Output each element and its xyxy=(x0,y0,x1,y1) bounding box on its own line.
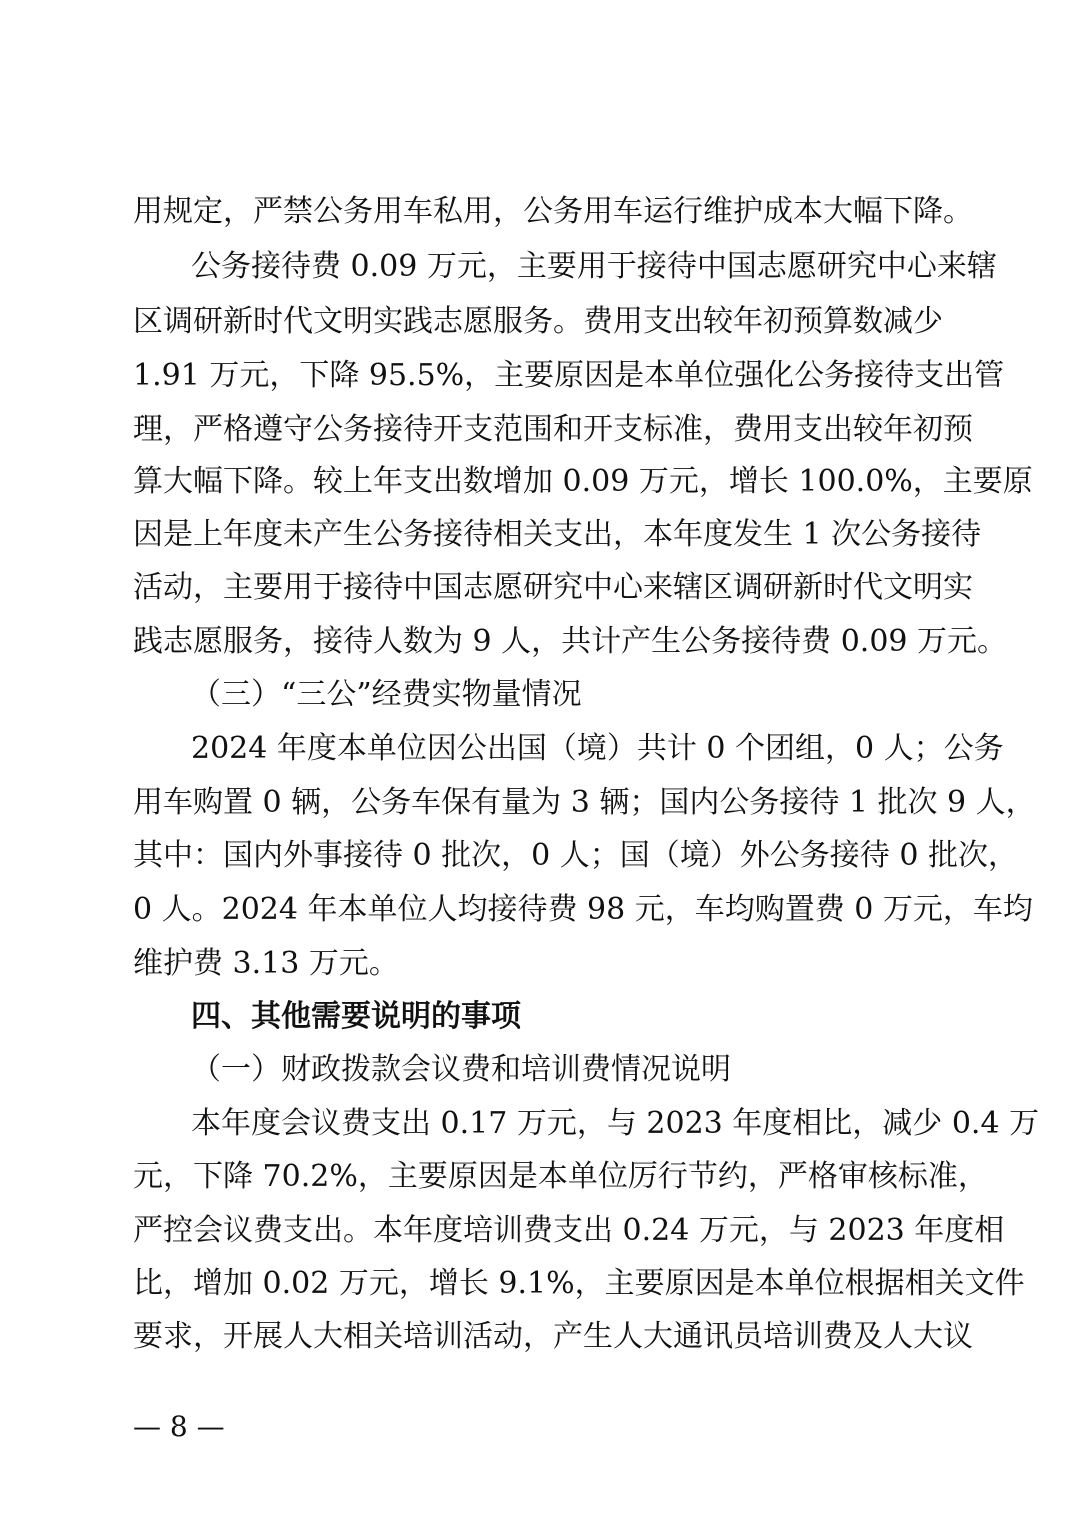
line-text: 元，下降 70.2%，主要原因是本单位厉行节约，严格审核标准， xyxy=(133,1159,988,1194)
text-line xyxy=(0,722,1075,776)
section-heading xyxy=(0,1043,1075,1097)
text-line xyxy=(0,561,1075,615)
line-text: 其中：国内外事接待 0 批次，0 人；国（境）外公务接待 0 批次， xyxy=(133,838,1018,873)
page-number: — 8 — xyxy=(133,1410,225,1443)
line-text: 活动，主要用于接待中国志愿研究中心来辖区调研新时代文明实 xyxy=(133,570,973,605)
line-text: 比，增加 0.02 万元，增长 9.1%，主要原因是本单位根据相关文件 xyxy=(133,1266,1025,1301)
text-line xyxy=(0,883,1075,937)
subsection-title: （三）“三公”经费实物量情况 xyxy=(191,677,582,712)
line-text: 因是上年度未产生公务接待相关支出，本年度发生 1 次公务接待 xyxy=(133,517,982,552)
text-line xyxy=(0,295,1075,349)
line-text: 维护费 3.13 万元。 xyxy=(133,946,399,981)
text-line xyxy=(0,1257,1075,1311)
section-heading xyxy=(0,990,1075,1044)
text-line xyxy=(0,776,1075,830)
line-text: 2024 年度本单位因公出国（境）共计 0 个团组，0 人；公务 xyxy=(191,731,1004,766)
text-line xyxy=(0,349,1075,403)
text-line xyxy=(0,1310,1075,1364)
line-text: 理，严格遵守公务接待开支范围和开支标准，费用支出较年初预 xyxy=(133,412,973,447)
line-text: 1.91 万元，下降 95.5%，主要原因是本单位强化公务接待支出管 xyxy=(133,358,1005,393)
line-text: 0 人。2024 年本单位人均接待费 98 元，车均购置费 0 万元，车均 xyxy=(133,892,1033,927)
line-text: 用车购置 0 辆，公务车保有量为 3 辆；国内公务接待 1 批次 9 人， xyxy=(133,785,1036,820)
subsection-title: （一）财政拨款会议费和培训费情况说明 xyxy=(191,1052,731,1087)
line-text: 践志愿服务，接待人数为 9 人，共计产生公务接待费 0.09 万元。 xyxy=(133,624,1008,659)
line-text: 本年度会议费支出 0.17 万元，与 2023 年度相比，减少 0.4 万 xyxy=(191,1106,1040,1141)
line-text: 区调研新时代文明实践志愿服务。费用支出较年初预算数减少 xyxy=(133,304,943,339)
text-line xyxy=(0,1150,1075,1204)
text-line xyxy=(0,1097,1075,1151)
text-line xyxy=(0,937,1075,991)
text-line xyxy=(0,829,1075,883)
text-line xyxy=(0,185,1075,239)
section-heading xyxy=(0,668,1075,722)
line-text: 严控会议费支出。本年度培训费支出 0.24 万元，与 2023 年度相 xyxy=(133,1213,1005,1248)
line-text: 算大幅下降。较上年支出数增加 0.09 万元，增长 100.0%，主要原 xyxy=(133,464,1033,499)
text-line xyxy=(0,240,1075,294)
section-title: 四、其他需要说明的事项 xyxy=(191,999,521,1034)
text-line xyxy=(0,455,1075,509)
line-text: 要求，开展人大相关培训活动，产生人大通讯员培训费及人大议 xyxy=(133,1319,973,1354)
text-line xyxy=(0,508,1075,562)
line-text: 公务接待费 0.09 万元，主要用于接待中国志愿研究中心来辖 xyxy=(191,249,997,284)
text-line xyxy=(0,403,1075,457)
text-line xyxy=(0,615,1075,669)
text-line xyxy=(0,1204,1075,1258)
line-text: 用规定，严禁公务用车私用，公务用车运行维护成本大幅下降。 xyxy=(133,194,973,229)
